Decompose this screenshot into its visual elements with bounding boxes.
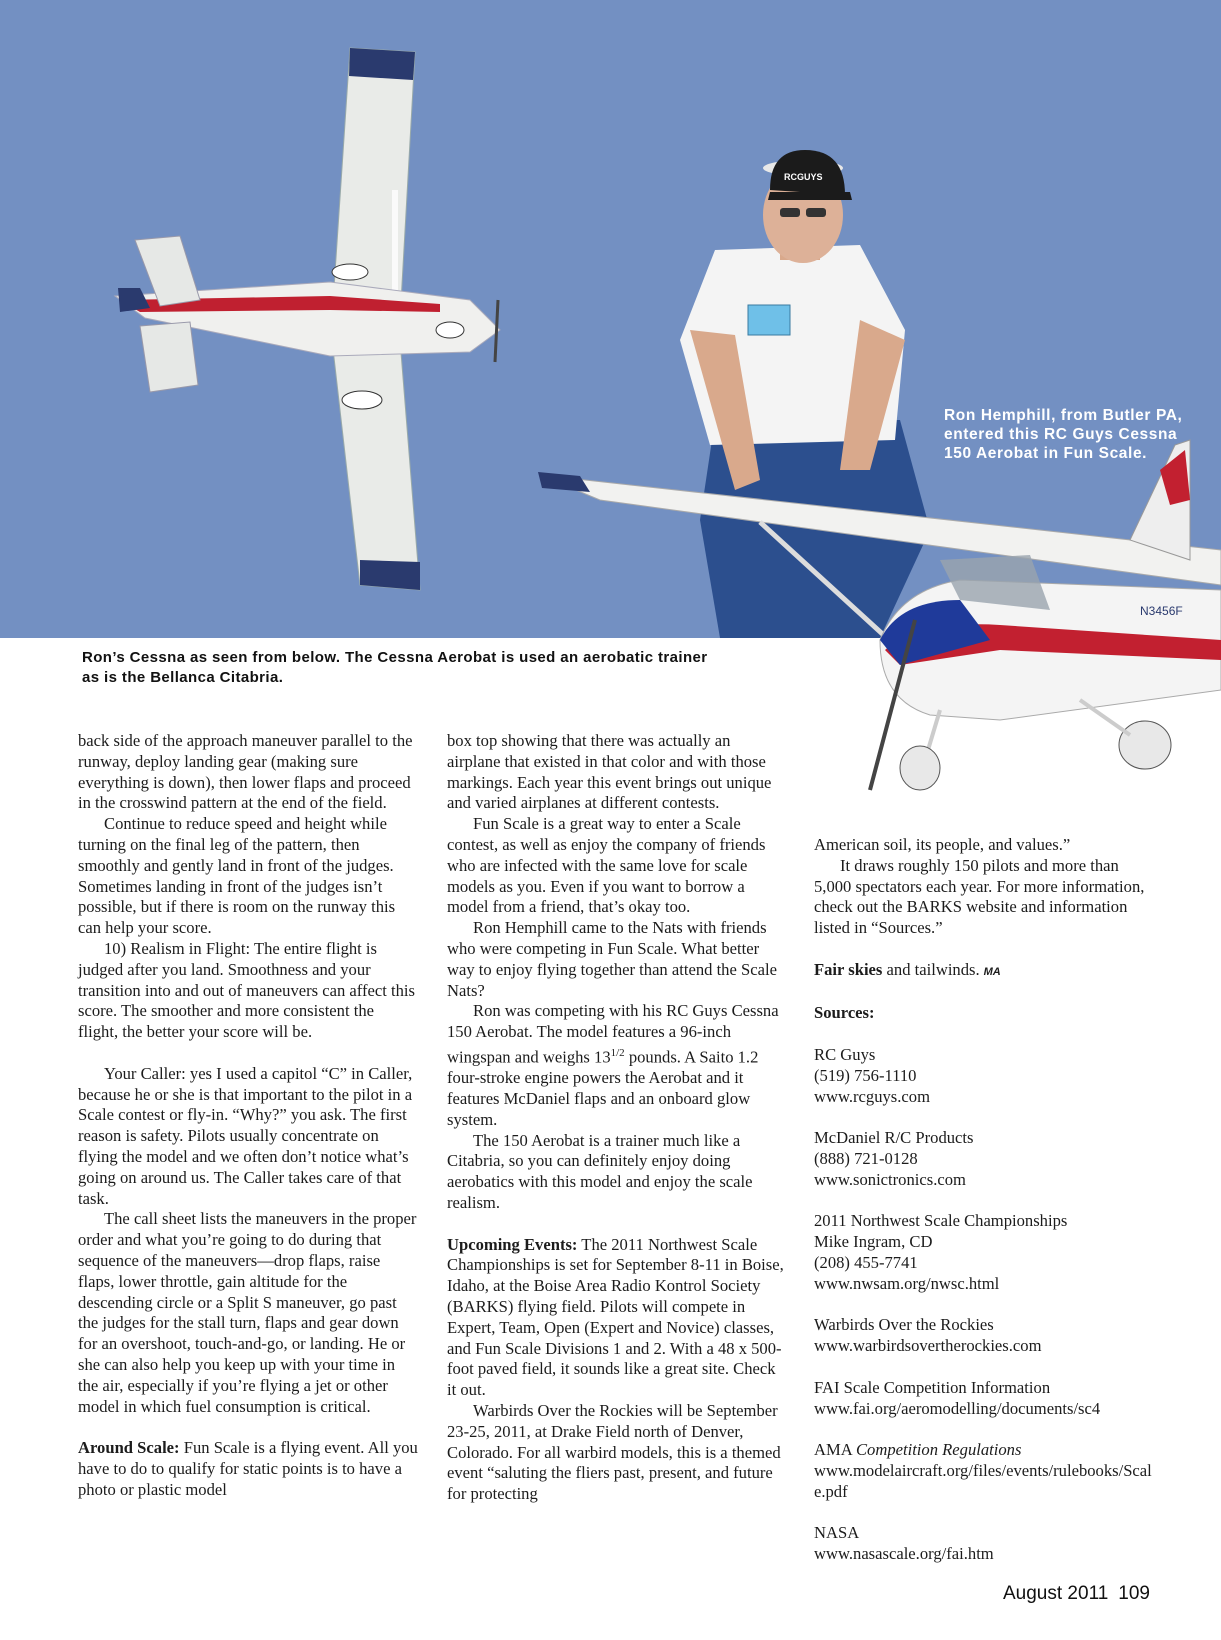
source-name-prefix: AMA: [814, 1440, 856, 1460]
section-heading: Around Scale:: [78, 1438, 180, 1458]
source-contact: Mike Ingram, CD: [814, 1232, 933, 1252]
paragraph: Continue to reduce speed and height while turning on the final leg of the pattern, then smoothly and gently land in front of the judges. Sometimes landing in front of the judges isn’t possible, but if there is room on the runway this can help your score.: [78, 814, 396, 938]
paragraph: The call sheet lists the maneuvers in the proper order and what you’re going to do during that sequence of the maneuvers—drop flaps, raise flaps, lower throttle, gain altitude for the descending circle or a Split S maneuver, go past the judges for the stall turn, flaps and gear down for an overshoot, touch-and-go, or landing. He or she can also help you keep up with your time in the air, especially if you’re flying a jet or other model in which fuel consumption is critical.: [78, 1209, 417, 1416]
source-entry: [814, 1378, 1159, 1420]
source-link[interactable]: www.fai.org/aeromodelling/documents/sc4: [814, 1398, 1101, 1418]
ma-logo-icon: MA: [983, 965, 1001, 978]
source-name-title: Competition Regulations: [855, 1440, 1022, 1460]
paragraph: box top showing that there was actually an airplane that existed in that color and with those markings. Each year this event brings out unique and varied airplanes at different contests.: [447, 731, 772, 813]
paragraph: The 150 Aerobat is a trainer much like a Citabria, so you can definitely enjoy doing aerobatics with this model and enjoy the scale realism.: [447, 1130, 753, 1213]
closing-line: [814, 960, 1159, 983]
source-link[interactable]: www.rcguys.com: [814, 1086, 930, 1106]
paragraph: Ron Hemphill came to the Nats with friends who were competing in Fun Scale. What better way to enjoy flying together than attend the Scale Nats?: [447, 918, 777, 1000]
source-name: Warbirds Over the Rockies: [814, 1315, 994, 1335]
source-phone: (519) 756-1110: [814, 1065, 917, 1085]
paragraph-text: pounds. A Saito 1.2 four-stroke engine powers the Aerobat and it features McDaniel flaps and an onboard glow system.: [447, 1047, 759, 1129]
paragraph: American soil, its people, and values.”: [814, 835, 1071, 854]
source-name: [814, 1440, 1159, 1461]
closing-heading: Fair skies: [814, 959, 883, 979]
source-name: FAI Scale Competition Information: [814, 1377, 1051, 1397]
paragraph-text: Ron was competing with his RC Guys Cessna 150 Aerobat. The model features a 96-inch wingspan and weighs 13: [447, 1001, 779, 1067]
article-column-2: [447, 731, 787, 1505]
source-entry: [814, 1128, 1159, 1190]
tail-number: N3456F: [1140, 604, 1183, 618]
paragraph: [78, 1438, 418, 1500]
source-link[interactable]: www.modelaircraft.org/files/events/rulebooks/Scale.pdf: [814, 1460, 1152, 1501]
photo-banner: [0, 0, 1221, 638]
source-entry: [814, 1523, 1159, 1565]
source-entry: [814, 1440, 1159, 1502]
paragraph-text: The 2011 Northwest Scale Championships is set for September 8-11 in Boise, Idaho, at the Boise Area Radio Kontrol Society (BARKS) flying field. Pilots will compete in Expert, Team, Open (Expert and Novice) classes, and Fun Scale Divisions 1 and 2. With a 48 x 500-foot paved field, it sounds like a great site. Check it out.: [447, 1234, 784, 1400]
cessna-from-below-image: [115, 48, 500, 590]
paragraph: Warbirds Over the Rockies will be September 23-25, 2011, at Drake Field north of Denver, Colorado. For all warbird models, this is a themed event “saluting the fliers past, present, and future for protecting: [447, 1401, 781, 1504]
cap-logo: RCGUYS: [784, 172, 823, 182]
paragraph: back side of the approach maneuver parallel to the runway, deploy landing gear (making sure everything is down), then lower flaps and proceed in the crosswind pattern at the end of the field.: [78, 731, 413, 813]
source-link[interactable]: www.nasascale.org/fai.htm: [814, 1544, 994, 1564]
paragraph: [447, 1235, 787, 1401]
source-entry: [814, 1211, 1159, 1294]
source-link[interactable]: www.warbirdsovertherockies.com: [814, 1336, 1042, 1356]
page-footer: [1003, 1583, 1150, 1605]
paragraph-text: Fun Scale is a flying event. All you have to do to qualify for static points is to have a photo or plastic model: [78, 1438, 418, 1499]
paragraph: Fun Scale is a great way to enter a Scale contest, as well as enjoy the company of friends who are infected with the same love for scale models as you. Even if you want to borrow a model from a friend, that’s okay too.: [447, 814, 766, 917]
article-column-1: [78, 731, 418, 1500]
source-name: RC Guys: [814, 1044, 876, 1064]
page-number: 109: [1118, 1583, 1150, 1604]
issue-date: August 2011: [1003, 1583, 1109, 1604]
source-phone: (208) 455-7741: [814, 1252, 918, 1272]
closing-text: and tailwinds.: [882, 959, 980, 979]
source-phone: (888) 721-0128: [814, 1148, 918, 1168]
paragraph: Your Caller: yes I used a capitol “C” in Caller, because he or she is that important to the pilot in a Scale contest or fly-in. “Why?” you ask. The first reason is safety. Pilots usually concentrate on flying the model and we often don’t notice what’s going on around us. The Caller takes care of that task.: [78, 1063, 413, 1208]
source-link[interactable]: www.nwsam.org/nwsc.html: [814, 1273, 1000, 1293]
sources-heading: Sources:: [814, 1003, 875, 1023]
fraction: 1/2: [610, 1046, 625, 1059]
paragraph: 10) Realism in Flight: The entire flight is judged after you land. Smoothness and your transition into and out of maneuvers can affect this score. The smoother and more consistent the flight, the better your score will be.: [78, 938, 416, 1042]
source-name: McDaniel R/C Products: [814, 1128, 974, 1148]
paragraph: [447, 1001, 787, 1130]
article-column-3: [814, 835, 1159, 1565]
source-name: 2011 Northwest Scale Championships: [814, 1211, 1068, 1231]
photo-caption-below: Ron’s Cessna as seen from below. The Cessna Aerobat is used an aerobatic trainer as is the Bellanca Citabria.: [82, 649, 708, 686]
source-link[interactable]: www.sonictronics.com: [814, 1169, 966, 1189]
photo-caption-pilot: Ron Hemphill, from Butler PA, entered this RC Guys Cessna 150 Aerobat in Fun Scale.: [944, 407, 1183, 462]
sources-list: [814, 1045, 1159, 1565]
source-name: NASA: [814, 1523, 860, 1543]
source-entry: [814, 1045, 1159, 1107]
source-entry: [814, 1315, 1159, 1357]
section-heading: Upcoming Events:: [447, 1234, 578, 1254]
paragraph: It draws roughly 150 pilots and more than 5,000 spectators each year. For more information, check out the BARKS website and information listed in “Sources.”: [814, 855, 1145, 938]
